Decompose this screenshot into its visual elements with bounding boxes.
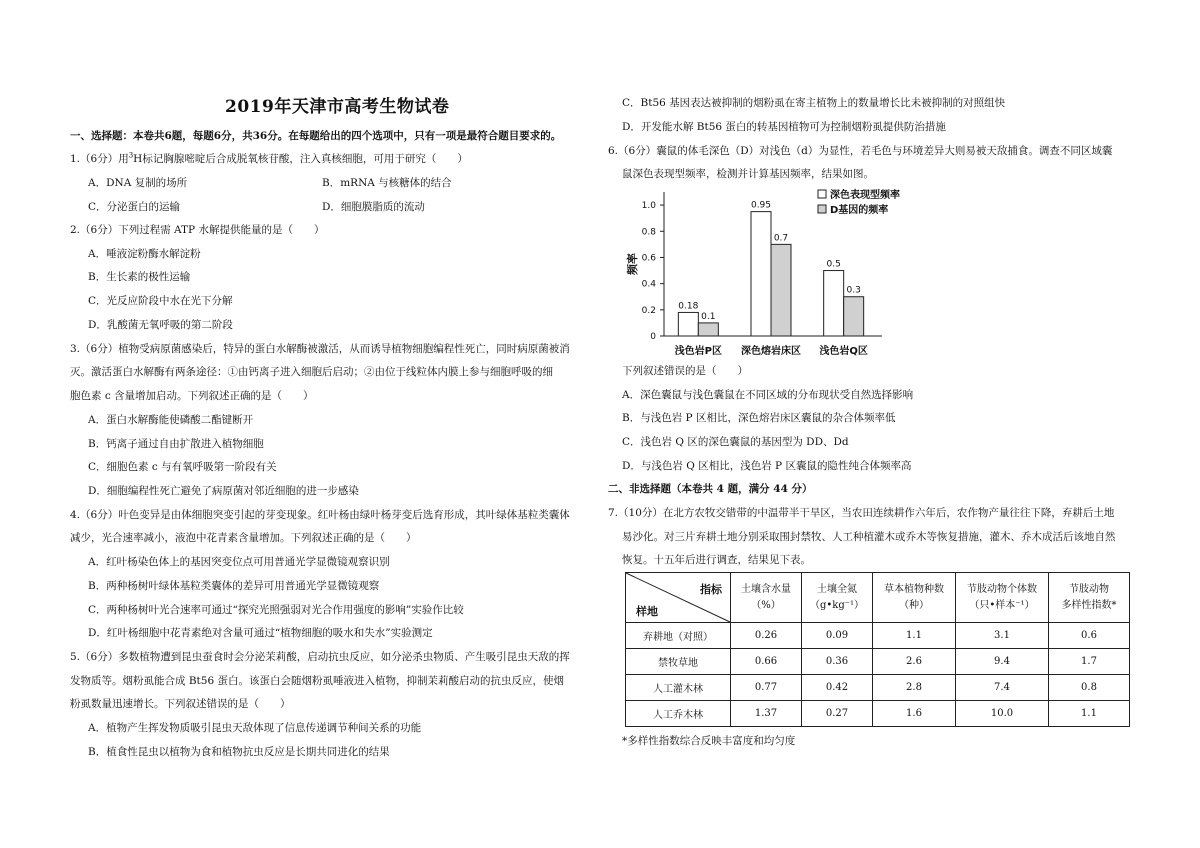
q6-question: 下列叙述错误的是（ ） (622, 365, 748, 377)
q5-option-a: A．植物产生挥发物质吸引昆虫天敌体现了信息传递调节种间关系的功能 (88, 722, 422, 734)
q1-option-d: D．细胞膜脂质的流动 (322, 201, 425, 213)
y-tick-label: 0.4 (641, 279, 656, 290)
frequency-bar-chart (620, 184, 900, 362)
bar-value-label: 0.18 (678, 301, 699, 312)
section-heading-choice: 一、选择题：本卷共6题，每题6分，共36分。在每题给出的四个选项中，只有一项是最符合题目要求的。 (70, 130, 562, 142)
table-header-cell: 节肢动物个体数 （只•样本⁻¹） (956, 573, 1049, 623)
table-cell: 0.8 (1049, 675, 1130, 701)
q6-option-b: B．与浅色岩 P 区相比，深色熔岩床区囊鼠的杂合体频率低 (622, 412, 896, 424)
q3-option-b: B．钙离子通过自由扩散进入植物细胞 (88, 438, 264, 450)
bar-gene-2 (844, 297, 864, 336)
y-axis-label: 频率 (626, 253, 639, 275)
q6-option-d: D．与浅色岩 Q 区相比，浅色岩 P 区囊鼠的隐性纯合体频率高 (622, 460, 912, 472)
q4-option-b: B．两种杨树叶绿体基粒类囊体的差异可用普通光学显微镜观察 (88, 580, 380, 592)
table-header-cell: 节肢动物 多样性指数* (1049, 573, 1130, 623)
y-tick-label: 0 (650, 332, 656, 342)
q4-option-d: D．红叶杨细胞中花青素绝对含量可通过“植物细胞的吸水和失水”实验测定 (88, 627, 433, 639)
q5-stem-line1: 5.（6分）多数植物遭到昆虫蚕食时会分泌茉莉酸，启动抗虫反应，如分泌杀虫物质、产生吸引昆虫天敌的挥 (70, 651, 570, 663)
table-cell: 7.4 (956, 675, 1049, 701)
q5-stem-line2: 发物质等。烟粉虱能合成 Bt56 蛋白。该蛋白会随烟粉虱唾液进入植物，抑制茉莉酸启动的抗虫反应，使烟 (70, 675, 564, 687)
q1-option-c: C．分泌蛋白的运输 (88, 201, 181, 213)
table-cell: 人工乔木林 (626, 701, 731, 727)
q3-stem-line3: 胞色素 c 含量增加启动。下列叙述正确的是（ ） (70, 390, 314, 402)
table-cell: 0.6 (1049, 623, 1130, 649)
table-cell: 禁牧草地 (626, 649, 731, 675)
bar-value-label: 0.5 (826, 259, 841, 270)
table-cell: 1.37 (731, 701, 802, 727)
table-cell: 2.6 (873, 649, 956, 675)
survey-table (625, 572, 1130, 727)
q7-table-note: *多样性指数综合反映丰富度和均匀度 (622, 735, 796, 747)
table-cell: 0.26 (731, 623, 802, 649)
corner-label-indicator: 指标 (700, 583, 722, 596)
table-header-cell: 土壤含水量 （%） (731, 573, 802, 623)
table-cell: 1.6 (873, 701, 956, 727)
q4-stem-line2: 减少，光合速率减小，液泡中花青素含量增加。下列叙述正确的是（ ） (70, 532, 417, 544)
q3-stem-line1: 3.（6分）植物受病原菌感染后，特异的蛋白水解酶被激活，从而诱导植物细胞编程性死亡，同时病原菌被消 (70, 343, 570, 355)
q5-option-b: B．植食性昆虫以植物为食和植物抗虫反应是长期共同进化的结果 (88, 746, 390, 758)
q3-option-d: D．细胞编程性死亡避免了病原菌对邻近细胞的进一步感染 (88, 485, 359, 497)
y-tick-label: 0.6 (641, 253, 656, 264)
q5-option-d: D．开发能水解 Bt56 蛋白的转基因植物可为控制烟粉虱提供防治措施 (622, 121, 946, 133)
chart-legend (818, 188, 900, 216)
section-heading-nonchoice: 二、非选择题（本卷共 4 题，满分 44 分） (608, 483, 813, 495)
bar-value-label: 0.95 (750, 200, 772, 211)
y-tick-label: 0.2 (641, 305, 656, 316)
table-corner-cell (626, 573, 731, 623)
q6-option-c: C．浅色岩 Q 区的深色囊鼠的基因型为 DD、Dd (622, 436, 849, 448)
q7-stem-line1: 7.（10分）在北方农牧交错带的中温带半干旱区，当农田连续耕作六年后，农作物产量往往下降，弃耕后土地 (608, 507, 1115, 519)
paper-title: 2019年天津市高考生物试卷 (225, 97, 450, 117)
bar-value-label: 0.7 (773, 233, 789, 244)
table-header-cell: 土壤全氮 （g•kg⁻¹） (802, 573, 873, 623)
q2-option-c: C．光反应阶段中水在光下分解 (88, 295, 233, 307)
legend-swatch (818, 205, 826, 213)
legend-label: D基因的频率 (830, 205, 889, 216)
y-tick-label: 1.0 (641, 201, 656, 212)
table-cell: 10.0 (956, 701, 1049, 727)
bar-gene-0 (698, 323, 718, 336)
q3-option-a: A．蛋白水解酶能使磷酸二酯键断开 (88, 414, 254, 426)
table-cell: 0.27 (802, 701, 873, 727)
q1-option-b: B．mRNA 与核糖体的结合 (322, 177, 452, 189)
q2-stem: 2.（6分）下列过程需 ATP 水解提供能量的是（ ） (70, 224, 325, 236)
table-cell: 1.7 (1049, 649, 1130, 675)
table-cell: 0.09 (802, 623, 873, 649)
q6-stem-line1: 6.（6分）囊鼠的体毛深色（D）对浅色（d）为显性，若毛色与环境差异大则易被天敌捕食。调查不同区域囊 (608, 145, 1113, 157)
table-row (626, 701, 1130, 727)
corner-label-site: 样地 (636, 605, 658, 618)
q4-option-a: A．红叶杨染色体上的基因突变位点可用普通光学显微镜观察识别 (88, 556, 390, 568)
legend-label: 深色表现型频率 (830, 190, 900, 201)
table-cell: 0.77 (731, 675, 802, 701)
q7-stem-line3: 恢复。十五年后进行调查，结果见下表。 (622, 554, 811, 566)
q3-option-c: C．细胞色素 c 与有氧呼吸第一阶段有关 (88, 461, 277, 473)
bar-phenotype-2 (824, 271, 844, 336)
table-row (626, 649, 1130, 675)
category-label: 浅色岩Q区 (819, 346, 868, 357)
table-header-row (626, 573, 1130, 623)
table-cell: 2.8 (873, 675, 956, 701)
table-cell: 0.36 (802, 649, 873, 675)
table-header-cell: 草本植物种数 （种） (873, 573, 956, 623)
table-cell: 0.66 (731, 649, 802, 675)
table-cell: 1.1 (1049, 701, 1130, 727)
q5-option-c: C．Bt56 基因表达被抑制的烟粉虱在寄主植物上的数量增长比未被抑制的对照组快 (622, 97, 1006, 109)
category-label: 深色熔岩床区 (741, 346, 801, 357)
legend-swatch (818, 190, 826, 198)
q5-stem-line3: 粉虱数量迅速增长。下列叙述错误的是（ ） (70, 698, 291, 710)
bar-value-label: 0.1 (701, 311, 716, 322)
table-row (626, 623, 1130, 649)
q4-stem-line1: 4.（6分）叶色变异是由体细胞突变引起的芽变现象。红叶杨由绿叶杨芽变后选育形成，其叶绿体基粒类囊体 (70, 509, 570, 521)
q7-stem-line2: 易沙化。对三片弃耕土地分别采取围封禁牧、人工种植灌木或乔木等恢复措施，灌木、乔木成活后该地自然 (622, 531, 1116, 543)
q3-stem-line2: 灭。激活蛋白水解酶有两条途径：①由钙离子进入细胞后启动；②由位于线粒体内膜上参与细胞呼吸的细 (70, 366, 553, 378)
bar-value-label: 0.3 (846, 285, 861, 296)
table-cell: 弃耕地（对照） (626, 623, 731, 649)
table-cell: 0.42 (802, 675, 873, 701)
table-cell: 人工灌木林 (626, 675, 731, 701)
q6-option-a: A．深色囊鼠与浅色囊鼠在不同区域的分布现状受自然选择影响 (622, 389, 914, 401)
table-cell: 3.1 (956, 623, 1049, 649)
q2-option-a: A．唾液淀粉酶水解淀粉 (88, 248, 201, 260)
q2-option-b: B．生长素的极性运输 (88, 271, 191, 283)
y-tick-label: 0.8 (641, 227, 656, 238)
bar-phenotype-0 (678, 312, 698, 336)
category-label: 浅色岩P区 (674, 346, 723, 357)
q2-option-d: D．乳酸菌无氧呼吸的第二阶段 (88, 319, 233, 331)
bar-gene-1 (771, 244, 791, 336)
table-cell: 9.4 (956, 649, 1049, 675)
table-row (626, 675, 1130, 701)
q1-stem: 1.（6分）用$^3$H标记胸腺嘧啶后合成脱氧核苷酸，注入真核细胞，可用于研究（ ） (70, 151, 468, 165)
q4-option-c: C．两种杨树叶光合速率可通过“探究光照强弱对光合作用强度的影响”实验作比较 (88, 604, 464, 616)
q6-stem-line2: 鼠深色表现型频率，检测并计算基因频率，结果如图。 (622, 168, 874, 180)
q1-option-a: A．DNA 复制的场所 (88, 177, 188, 189)
bar-phenotype-1 (751, 212, 771, 336)
table-cell: 1.1 (873, 623, 956, 649)
